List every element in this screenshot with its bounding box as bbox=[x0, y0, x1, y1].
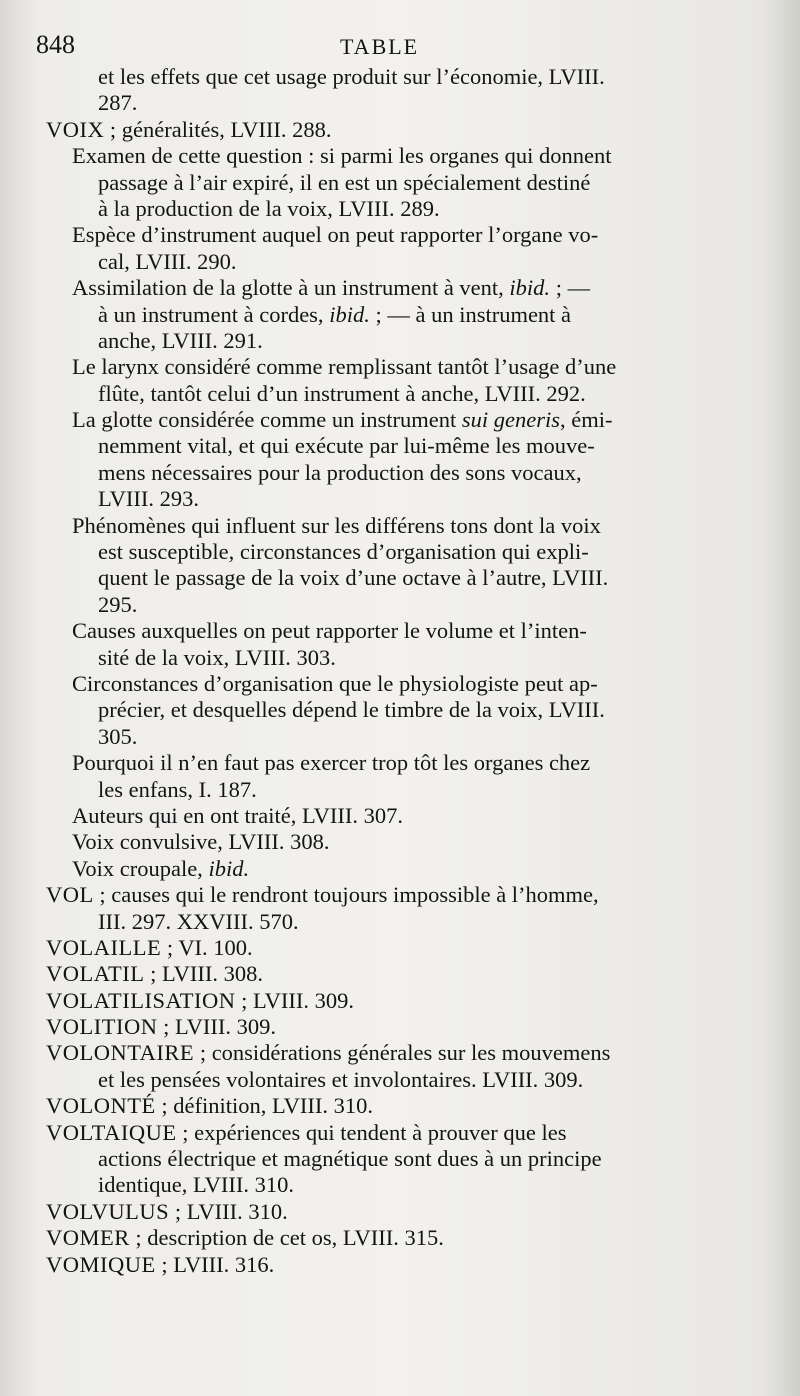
index-continuation-line bbox=[46, 1146, 736, 1172]
index-headword: VOLTAIQUE bbox=[46, 1119, 177, 1145]
entry-text: Le larynx considéré comme remplissant tantôt l’usage d’une bbox=[72, 354, 617, 380]
index-entry bbox=[46, 1040, 736, 1093]
entry-text: anche, LVIII. 291. bbox=[98, 327, 263, 353]
index-continuation-line bbox=[46, 143, 736, 169]
index-entry-line bbox=[46, 988, 736, 1014]
index-headword: VOLONTÉ bbox=[46, 1093, 156, 1119]
entry-text: III. 297. XXVIII. 570. bbox=[98, 908, 299, 934]
entry-text: ; LVIII. 309. bbox=[235, 987, 355, 1013]
index-continuation-line bbox=[46, 724, 736, 750]
entry-text: ; — bbox=[550, 275, 591, 301]
index-headword: VOLAILLE bbox=[46, 934, 162, 960]
index-continuation-line bbox=[46, 618, 736, 644]
index-continuation-line bbox=[46, 302, 736, 328]
index-content bbox=[46, 64, 736, 1278]
entry-text: mens nécessaires pour la production des sons vocaux, bbox=[98, 459, 582, 485]
index-continuation-line bbox=[46, 671, 736, 697]
index-entry-line bbox=[46, 117, 736, 143]
entry-text: Espèce d’instrument auquel on peut rapporter l’organe vo- bbox=[72, 222, 599, 248]
entry-text: nemment vital, et qui exécute par lui-même les mouve- bbox=[98, 433, 595, 459]
index-continuation-line bbox=[46, 381, 736, 407]
index-continuation-line bbox=[46, 354, 736, 380]
index-continuation-line bbox=[46, 829, 736, 855]
entry-text: La glotte considérée comme un instrument bbox=[72, 407, 462, 433]
entry-text: identique, LVIII. 310. bbox=[98, 1172, 295, 1198]
index-entry bbox=[46, 1199, 736, 1225]
entry-text: et les effets que cet usage produit sur l’économie, LVIII. bbox=[98, 64, 605, 89]
index-headword: VOLATILISATION bbox=[46, 987, 236, 1013]
entry-text: et les pensées volontaires et involontaires. LVIII. 309. bbox=[98, 1066, 584, 1092]
index-headword: VOL bbox=[46, 882, 94, 908]
entry-text: sité de la voix, LVIII. 303. bbox=[98, 644, 336, 670]
index-entry-line bbox=[46, 1014, 736, 1040]
entry-text: ; description de cet os, LVIII. 315. bbox=[129, 1225, 444, 1251]
entry-text: 287. bbox=[98, 90, 138, 116]
entry-text: Voix convulsive, LVIII. 308. bbox=[72, 829, 330, 855]
running-title: TABLE bbox=[340, 34, 420, 59]
entry-text: ; expériences qui tendent à prouver que les bbox=[176, 1119, 567, 1145]
entry-text: Voix croupale, bbox=[72, 855, 209, 881]
entry-text: ; LVIII. 309. bbox=[157, 1014, 277, 1040]
index-entry-line bbox=[46, 935, 736, 961]
entry-text: ; considérations générales sur les mouvemens bbox=[194, 1040, 611, 1066]
index-continuation-line bbox=[46, 513, 736, 539]
index-entry bbox=[46, 1120, 736, 1199]
italic-text: sui generis bbox=[461, 407, 561, 433]
index-entry-line bbox=[46, 1120, 736, 1146]
entry-text: ; — à un instrument à bbox=[369, 301, 572, 327]
entry-text: quent le passage de la voix d’une octave à l’autre, LVIII. bbox=[98, 565, 609, 591]
entry-text: passage à l’air expiré, il en est un spécialement destiné bbox=[98, 169, 591, 195]
entry-text: Circonstances d’organisation que le physiologiste peut ap- bbox=[72, 670, 598, 696]
index-continuation-line bbox=[46, 697, 736, 723]
index-continuation-line bbox=[46, 433, 736, 459]
entry-text: cal, LVIII. 290. bbox=[98, 248, 237, 274]
index-continuation-line bbox=[46, 407, 736, 433]
index-continuation-line bbox=[46, 750, 736, 776]
index-entry bbox=[46, 1225, 736, 1251]
entry-text: est susceptible, circonstances d’organisation qui expli- bbox=[98, 539, 589, 565]
index-entry bbox=[46, 988, 736, 1014]
index-continuation-line bbox=[46, 856, 736, 882]
italic-text: ibid. bbox=[509, 275, 551, 301]
entry-text: , émi- bbox=[560, 407, 613, 433]
index-continuation-line bbox=[46, 803, 736, 829]
index-continuation-line bbox=[46, 565, 736, 591]
index-continuation-line bbox=[46, 1067, 736, 1093]
entry-text: LVIII. 293. bbox=[98, 486, 200, 512]
index-headword: VOMIQUE bbox=[46, 1251, 156, 1277]
entry-text: ; généralités, LVIII. 288. bbox=[104, 116, 332, 142]
index-entry-line bbox=[46, 1040, 736, 1066]
index-continuation-line bbox=[46, 460, 736, 486]
index-headword: VOLVULUS bbox=[46, 1198, 170, 1224]
entry-text: flûte, tantôt celui d’un instrument à anche, LVIII. 292. bbox=[98, 380, 586, 406]
index-entry-line bbox=[46, 64, 736, 90]
index-entry bbox=[46, 1014, 736, 1040]
index-continuation-line bbox=[46, 777, 736, 803]
index-continuation-line bbox=[46, 592, 736, 618]
index-headword: VOLITION bbox=[46, 1014, 158, 1040]
index-headword: VOLATIL bbox=[46, 961, 145, 987]
entry-text: précier, et desquelles dépend le timbre de la voix, LVIII. bbox=[98, 697, 605, 723]
index-continuation-line bbox=[46, 645, 736, 671]
index-continuation-line bbox=[46, 249, 736, 275]
index-continuation-line bbox=[46, 1172, 736, 1198]
entry-text: ; causes qui le rendront toujours impossible à l’homme, bbox=[93, 882, 599, 908]
entry-text: ; LVIII. 310. bbox=[169, 1198, 288, 1224]
page-number: 848 bbox=[36, 30, 75, 59]
index-continuation-line bbox=[46, 539, 736, 565]
index-entry-line bbox=[46, 961, 736, 987]
entry-text: les enfans, I. 187. bbox=[98, 776, 257, 802]
entry-text: à la production de la voix, LVIII. 289. bbox=[98, 195, 440, 221]
entry-text: Examen de cette question : si parmi les organes qui donnent bbox=[72, 143, 612, 169]
index-continuation-line bbox=[46, 90, 736, 116]
index-continuation-line bbox=[46, 486, 736, 512]
index-entry bbox=[46, 117, 736, 882]
index-headword: VOMER bbox=[46, 1225, 130, 1251]
index-continuation-line bbox=[46, 909, 736, 935]
index-entry bbox=[46, 961, 736, 987]
index-continuation-line bbox=[46, 275, 736, 301]
index-entry-line bbox=[46, 1199, 736, 1225]
index-entry bbox=[46, 1093, 736, 1119]
entry-text: 305. bbox=[98, 723, 138, 749]
entry-text: Phénomènes qui influent sur les différens tons dont la voix bbox=[72, 512, 601, 538]
entry-text: actions électrique et magnétique sont dues à un principe bbox=[98, 1146, 602, 1172]
index-headword: VOLONTAIRE bbox=[46, 1040, 195, 1066]
italic-text: ibid. bbox=[329, 301, 370, 327]
entry-text: ; définition, LVIII. 310. bbox=[155, 1093, 373, 1119]
index-headword: VOIX bbox=[46, 116, 105, 142]
entry-text: ; LVIII. 316. bbox=[155, 1251, 275, 1277]
index-continuation-line bbox=[46, 222, 736, 248]
entry-text: ; VI. 100. bbox=[161, 934, 253, 960]
index-entry-line bbox=[46, 882, 736, 908]
index-continuation-line bbox=[46, 196, 736, 222]
entry-text: Assimilation de la glotte à un instrument à vent, bbox=[72, 275, 510, 301]
index-entry-line bbox=[46, 1252, 736, 1278]
index-entry bbox=[46, 64, 736, 117]
entry-text: Auteurs qui en ont traité, LVIII. 307. bbox=[72, 802, 403, 828]
entry-text: à un instrument à cordes, bbox=[98, 301, 330, 327]
index-entry-line bbox=[46, 1225, 736, 1251]
entry-text: Causes auxquelles on peut rapporter le volume et l’inten- bbox=[72, 618, 587, 644]
index-continuation-line bbox=[46, 170, 736, 196]
index-entry-line bbox=[46, 1093, 736, 1119]
index-entry bbox=[46, 1252, 736, 1278]
index-continuation-line bbox=[46, 328, 736, 354]
entry-text: ; LVIII. 308. bbox=[144, 961, 264, 987]
index-entry bbox=[46, 882, 736, 935]
italic-text: ibid. bbox=[208, 855, 250, 881]
index-entry bbox=[46, 935, 736, 961]
entry-text: Pourquoi il n’en faut pas exercer trop tôt les organes chez bbox=[72, 750, 591, 776]
entry-text: 295. bbox=[98, 591, 138, 617]
